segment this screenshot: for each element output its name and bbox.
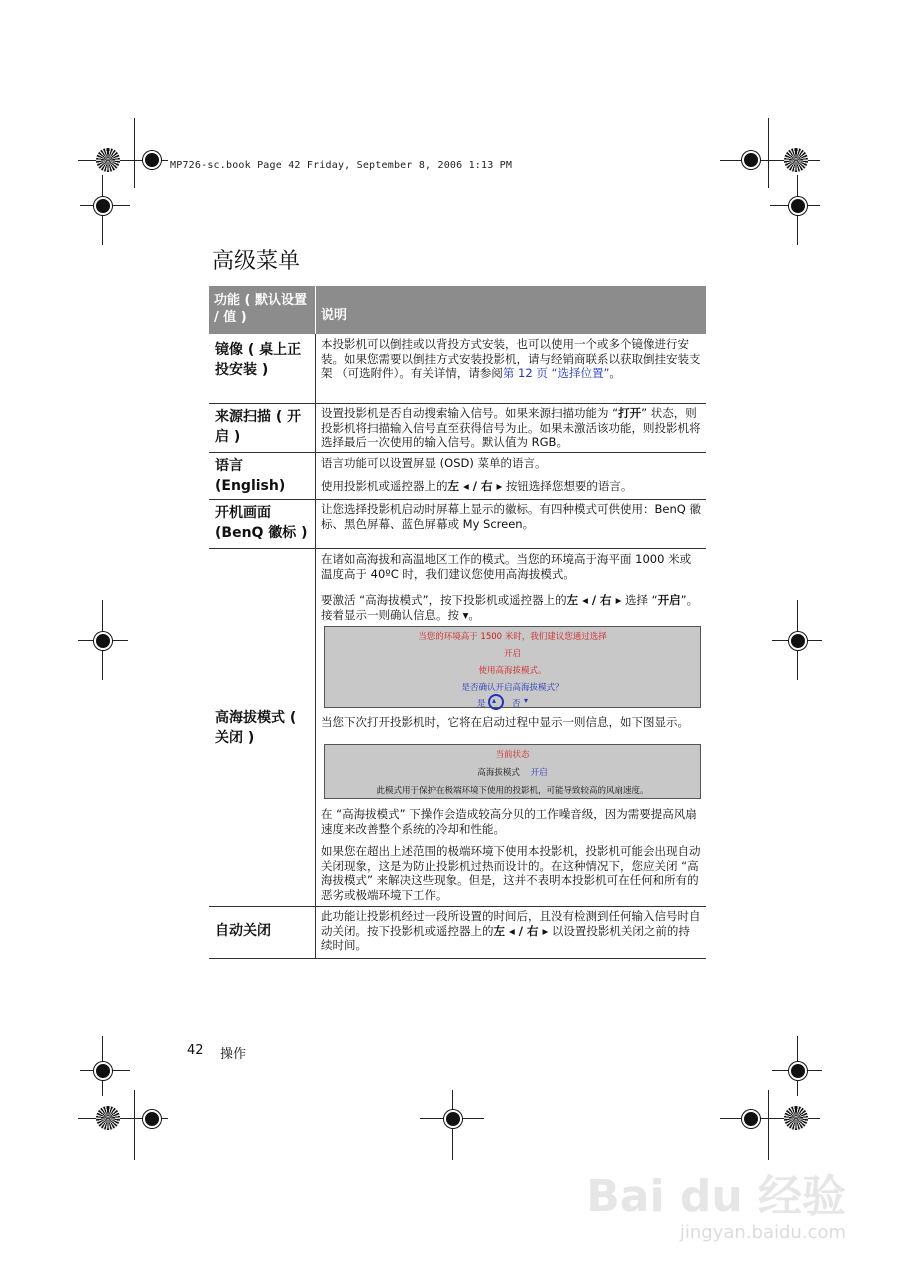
registration-mark-icon: [94, 632, 112, 650]
table-row: [209, 499, 706, 549]
osd-no-option[interactable]: 否: [512, 699, 521, 709]
row-description: 设置投影机是否自动搜索输入信号。如果来源扫描功能为 “: [321, 406, 619, 420]
caret-down-icon: ▾: [524, 696, 529, 705]
settings-table: [209, 286, 706, 958]
row-description-2: [321, 479, 701, 494]
registration-mark-icon: [444, 1110, 462, 1128]
watermark-logo: Bai du 经验: [586, 1171, 846, 1222]
osd-text: 使用高海拔模式。: [478, 666, 547, 676]
osd-mode-value: 开启: [530, 768, 548, 778]
table-row: [209, 452, 706, 500]
registration-mark-icon: [789, 197, 807, 215]
row-label: 来源扫描 ( 开启 ): [215, 409, 302, 445]
osd-confirm-dialog: [324, 626, 701, 708]
print-header: MP726-sc.book Page 42 Friday, September 8, 2006 1:13 PM: [170, 160, 513, 171]
row-label: 自动关闭: [215, 923, 271, 939]
left-right-keys: 左 ◂ / 右 ▸: [493, 923, 549, 938]
row-label: 语言 (English): [215, 458, 286, 494]
row-description: [321, 909, 701, 953]
registration-mark-icon: [789, 632, 807, 650]
row-description: 语言功能可以设置屏显 (OSD) 菜单的语言。: [321, 456, 547, 470]
osd-text: 开启: [503, 649, 521, 659]
osd-text: 当您的环境高于 1500 米时，我们建议您通过选择: [418, 632, 607, 642]
column-header-function: 功能 ( 默认设置 / 值 ): [214, 293, 307, 325]
row-label: 镜像 ( 桌上正投安装 ): [215, 342, 302, 378]
row-description-cont: ” 状态，则投影机将扫描输入信号直至获得信号为止。如果未激活该功能，则投影机将选择最后一次使用的输入信号。默认值为 RGB。: [321, 406, 701, 449]
registration-wheel-icon: [784, 148, 808, 172]
row-paragraph: 在 “高海拔模式” 下操作会造成较高分贝的工作噪音级，因为需要提高风扇速度来改善整个系统的冷却和性能。: [321, 807, 697, 836]
registration-mark-icon: [789, 1062, 807, 1080]
text-span: 以设置投影机关闭之前的持续时间。: [321, 923, 690, 952]
row-paragraph: 在诸如高海拔和高温地区工作的模式。当您的环境高于海平面 1000 米或温度高于 40ºC 时，我们建议您使用高海拔模式。: [321, 552, 692, 581]
registration-mark-icon: [143, 1110, 161, 1128]
osd-text: 此模式用于保护在极端环境下使用的投影机，可能导致较高的风扇速度。: [376, 786, 649, 796]
text-span: 选择 “: [621, 593, 658, 607]
text-span: 要激活 “高海拔模式”，按下投影机或遥控器上的: [321, 593, 567, 607]
row-description: 让您选择投影机启动时屏幕上显示的徽标。有四种模式可供使用：BenQ 徽标、黑色屏幕、蓝色屏幕或 My Screen。: [321, 502, 701, 531]
cross-reference-link[interactable]: 第 12 页 “选择位置”: [502, 366, 610, 380]
text-span: 按钮选择您想要的语言。: [502, 478, 633, 493]
watermark-url: jingyan.baidu.com: [679, 1222, 846, 1243]
registration-mark-icon: [94, 197, 112, 215]
column-header-description: 说明: [321, 308, 348, 323]
text-span: ”。接着显示一则确认信息。按 ▾。: [321, 593, 699, 622]
table-row: [209, 548, 706, 907]
row-paragraph: 当您下次打开投影机时，它将在启动过程中显示一则信息，如下图显示。: [321, 715, 689, 729]
table-row: [209, 403, 706, 453]
registration-mark-icon: [742, 1110, 760, 1128]
row-label: 开机画面 (BenQ 徽标 ): [215, 505, 308, 541]
registration-mark-icon: [742, 151, 760, 169]
table-row: [209, 906, 706, 959]
emphasis-text: 开启: [657, 593, 681, 607]
page-number: 42: [187, 1043, 204, 1058]
row-label: 高海拔模式 ( 关闭 ): [215, 710, 297, 746]
table-row: [209, 334, 706, 404]
registration-mark-icon: [94, 1062, 112, 1080]
osd-title: 当前状态: [495, 750, 530, 760]
osd-yes-option[interactable]: 是: [477, 699, 486, 709]
page-title: 高级菜单: [212, 249, 301, 274]
left-right-keys: 左 ◂ / 右 ▸: [566, 593, 622, 607]
text-span: 此功能让投影机经过一段所设置的时间后，且没有检测到任何输入信号时自动关闭。按下投影机或遥控器上的: [321, 909, 701, 938]
table-header: [209, 286, 706, 334]
emphasis-text: 打开: [618, 406, 642, 420]
registration-wheel-icon: [96, 1106, 120, 1130]
text-span: 使用投影机或遥控器上的: [321, 478, 448, 493]
row-description-end: 。: [609, 366, 621, 380]
row-paragraph: [321, 593, 701, 622]
row-paragraph: 如果您在超出上述范围的极端环境下使用本投影机，投影机可能会出现自动关闭现象，这是为防止投影机过热而设计的。在这种情况下，您应关闭 “高海拔模式” 来解决这些现象。但是，这并不表明本投影机可在任何和所有的恶劣或极端环境下工作。: [321, 844, 701, 902]
row-description: 本投影机可以倒挂或以背投方式安装，也可以使用一个或多个镜像进行安装。如果您需要以倒挂方式安装投影机，请与经销商联系以获取倒挂安装支架 （可选附件）。有关详情，请参阅: [321, 337, 701, 380]
osd-mode-label: 高海拔模式: [477, 768, 520, 778]
left-right-keys: 左 ◂ / 右 ▸: [447, 478, 503, 493]
osd-question: 是否确认开启高海拔模式？: [461, 683, 564, 693]
caret-up-icon: ▴: [492, 696, 497, 705]
registration-mark-icon: [143, 151, 161, 169]
osd-status-panel: [324, 744, 701, 799]
registration-wheel-icon: [96, 148, 120, 172]
registration-wheel-icon: [784, 1106, 808, 1130]
section-label: 操作: [220, 1047, 247, 1062]
